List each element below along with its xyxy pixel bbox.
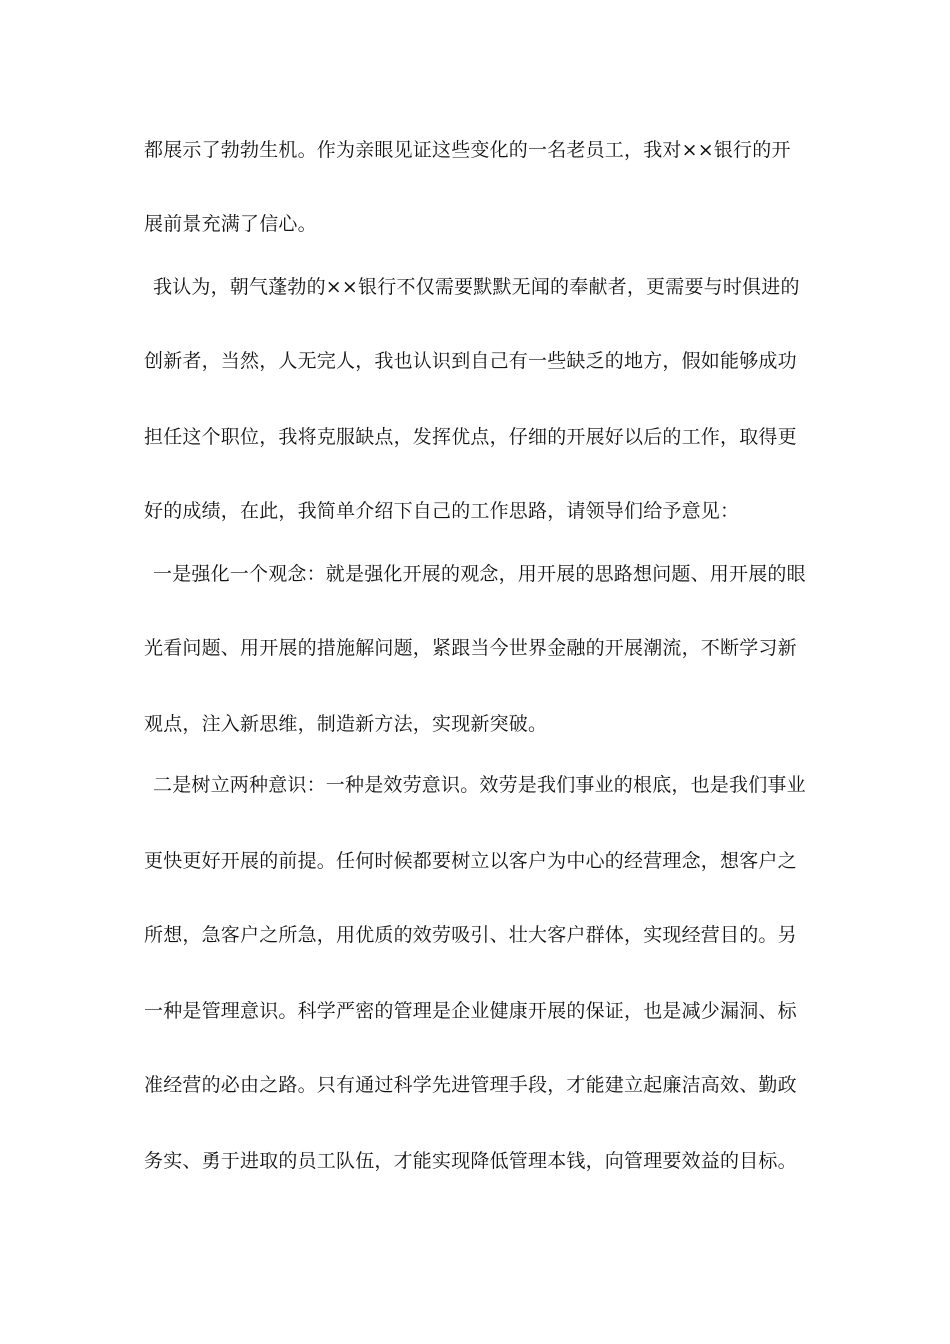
text-line: 所想，急客户之所急，用优质的效劳吸引、壮大客户群体，实现经营目的。另	[144, 924, 797, 946]
text-line: 准经营的必由之路。只有通过科学先进管理手段，才能建立起廉洁高效、勤政	[144, 1074, 797, 1096]
paragraph-start-line: 一是强化一个观念：就是强化开展的观念，用开展的思路想问题、用开展的眼	[153, 563, 806, 585]
paragraph-start-line: 我认为，朝气蓬勃的××银行不仅需要默默无闻的奉献者，更需要与时俱进的	[153, 276, 800, 298]
paragraph-start-line: 二是树立两种意识：一种是效劳意识。效劳是我们事业的根底，也是我们事业	[153, 774, 806, 796]
text-line: 一种是管理意识。科学严密的管理是企业健康开展的保证，也是减少漏洞、标	[144, 1000, 797, 1022]
text-line: 观点，注入新思维，制造新方法，实现新突破。	[144, 713, 548, 735]
text-line: 光看问题、用开展的措施解问题，紧跟当今世界金融的开展潮流，不断学习新	[144, 637, 797, 659]
text-line: 好的成绩，在此，我简单介绍下自己的工作思路，请领导们给予意见：	[144, 500, 740, 522]
text-line: 展前景充满了信心。	[144, 213, 317, 235]
text-line: 更快更好开展的前提。任何时候都要树立以客户为中心的经营理念，想客户之	[144, 850, 797, 872]
text-line: 务实、勇于进取的员工队伍，才能实现降低管理本钱，向管理要效益的目标。	[144, 1150, 797, 1172]
text-line: 创新者，当然，人无完人，我也认识到自己有一些缺乏的地方，假如能够成功	[144, 350, 797, 372]
text-line: 担任这个职位，我将克服缺点，发挥优点，仔细的开展好以后的工作，取得更	[144, 426, 797, 448]
text-line: 都展示了勃勃生机。作为亲眼见证这些变化的一名老员工，我对××银行的开	[144, 139, 791, 161]
